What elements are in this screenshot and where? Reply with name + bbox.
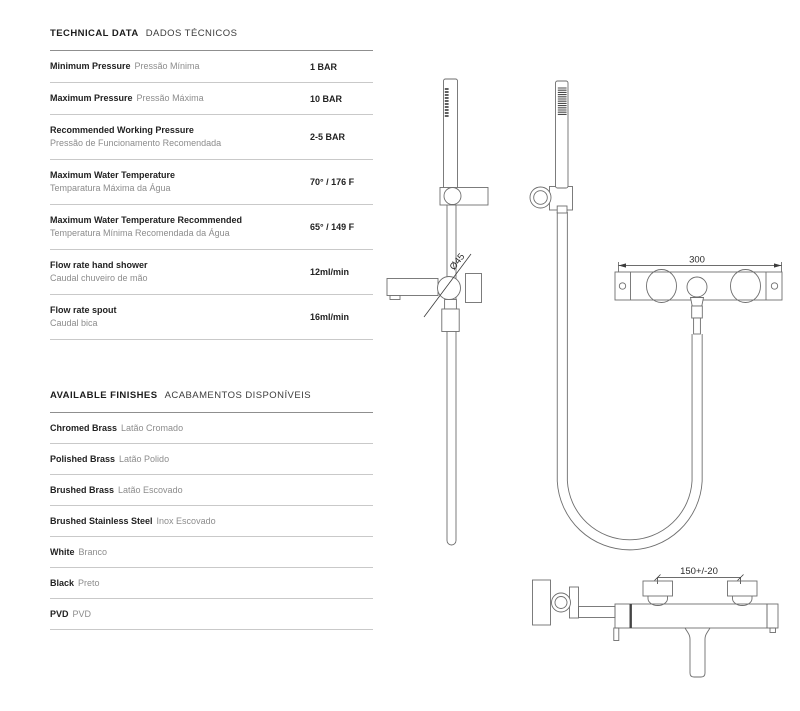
finish-row [50,537,373,568]
table-row [50,250,373,295]
row-label-en: Maximum Water Temperature [50,170,176,180]
top-view-drawing [615,255,782,335]
row-label-en: Maximum Water Temperature Recommended [50,215,243,225]
finish-row [50,568,373,599]
row-label-pt: Temparatura Máxima da Água [50,183,171,193]
available-finishes-header [50,390,373,413]
technical-data-title-pt: DADOS TÉCNICOS [145,28,238,39]
technical-data-title-en: TECHNICAL DATA [50,28,139,39]
finish-pt: Branco [78,547,108,557]
finish-pt: Preto [78,578,100,588]
front-view-drawing [387,79,488,545]
finish-en: Brushed Brass [50,485,115,495]
installation-view-drawing [533,566,779,677]
available-finishes-title-en: AVAILABLE FINISHES [50,390,158,401]
finish-pt: Latão Cromado [121,423,184,433]
finish-pt: Inox Escovado [156,516,216,526]
finish-row [50,444,373,475]
data-column [50,28,373,630]
mount-spacing-label: 150+/-20 [680,566,718,577]
row-value: 2-5 BAR [310,132,346,142]
row-value: 1 BAR [310,61,338,72]
row-label-en: Flow rate spout [50,305,117,315]
finish-row [50,413,373,444]
row-label-pt: Caudal chuveiro de mão [50,273,148,283]
row-label-en: Flow rate hand shower [50,260,148,270]
table-row [50,83,373,115]
row-label-en: Recommended Working Pressure [50,125,194,135]
row-value: 16ml/min [310,312,350,322]
side-view-drawing [530,81,697,545]
table-row [50,115,373,160]
table-row [50,51,373,83]
table-row [50,295,373,340]
finish-en: Brushed Stainless Steel [50,516,153,526]
table-row [50,205,373,250]
row-label-pt: Pressão Mínima [134,61,200,71]
row-label-pt: Pressão de Funcionamento Recomendada [50,138,222,148]
available-finishes-section [50,390,373,630]
row-value: 10 BAR [310,93,343,104]
finish-row [50,506,373,537]
finish-row [50,599,373,630]
row-value: 12ml/min [310,267,350,277]
diameter-label: Ø45 [447,251,468,273]
row-label-en: Maximum Pressure [50,93,133,103]
row-label-pt: Caudal bica [50,318,98,328]
finish-pt: PVD [72,609,92,619]
row-value: 70° / 176 F [310,177,355,187]
table-row [50,160,373,205]
finish-pt: Latão Escovado [118,485,183,495]
available-finishes-title-pt: ACABAMENTOS DISPONÍVEIS [164,390,311,401]
bar-width-label: 300 [689,254,705,266]
spray-face-hatch [558,88,567,114]
technical-drawings [380,50,800,711]
row-value: 65° / 149 F [310,222,355,232]
finish-en: PVD [50,609,69,619]
finish-en: Black [50,578,75,588]
finish-en: White [50,547,75,557]
row-label-pt: Temperatura Mínima Recomendada da Água [50,228,230,238]
technical-data-header [50,28,373,51]
finish-row [50,475,373,506]
finish-en: Chromed Brass [50,423,118,433]
finish-en: Polished Brass [50,454,116,464]
row-label-pt: Pressão Máxima [136,93,204,103]
row-label-en: Minimum Pressure [50,61,131,71]
finish-pt: Latão Polido [119,454,170,464]
